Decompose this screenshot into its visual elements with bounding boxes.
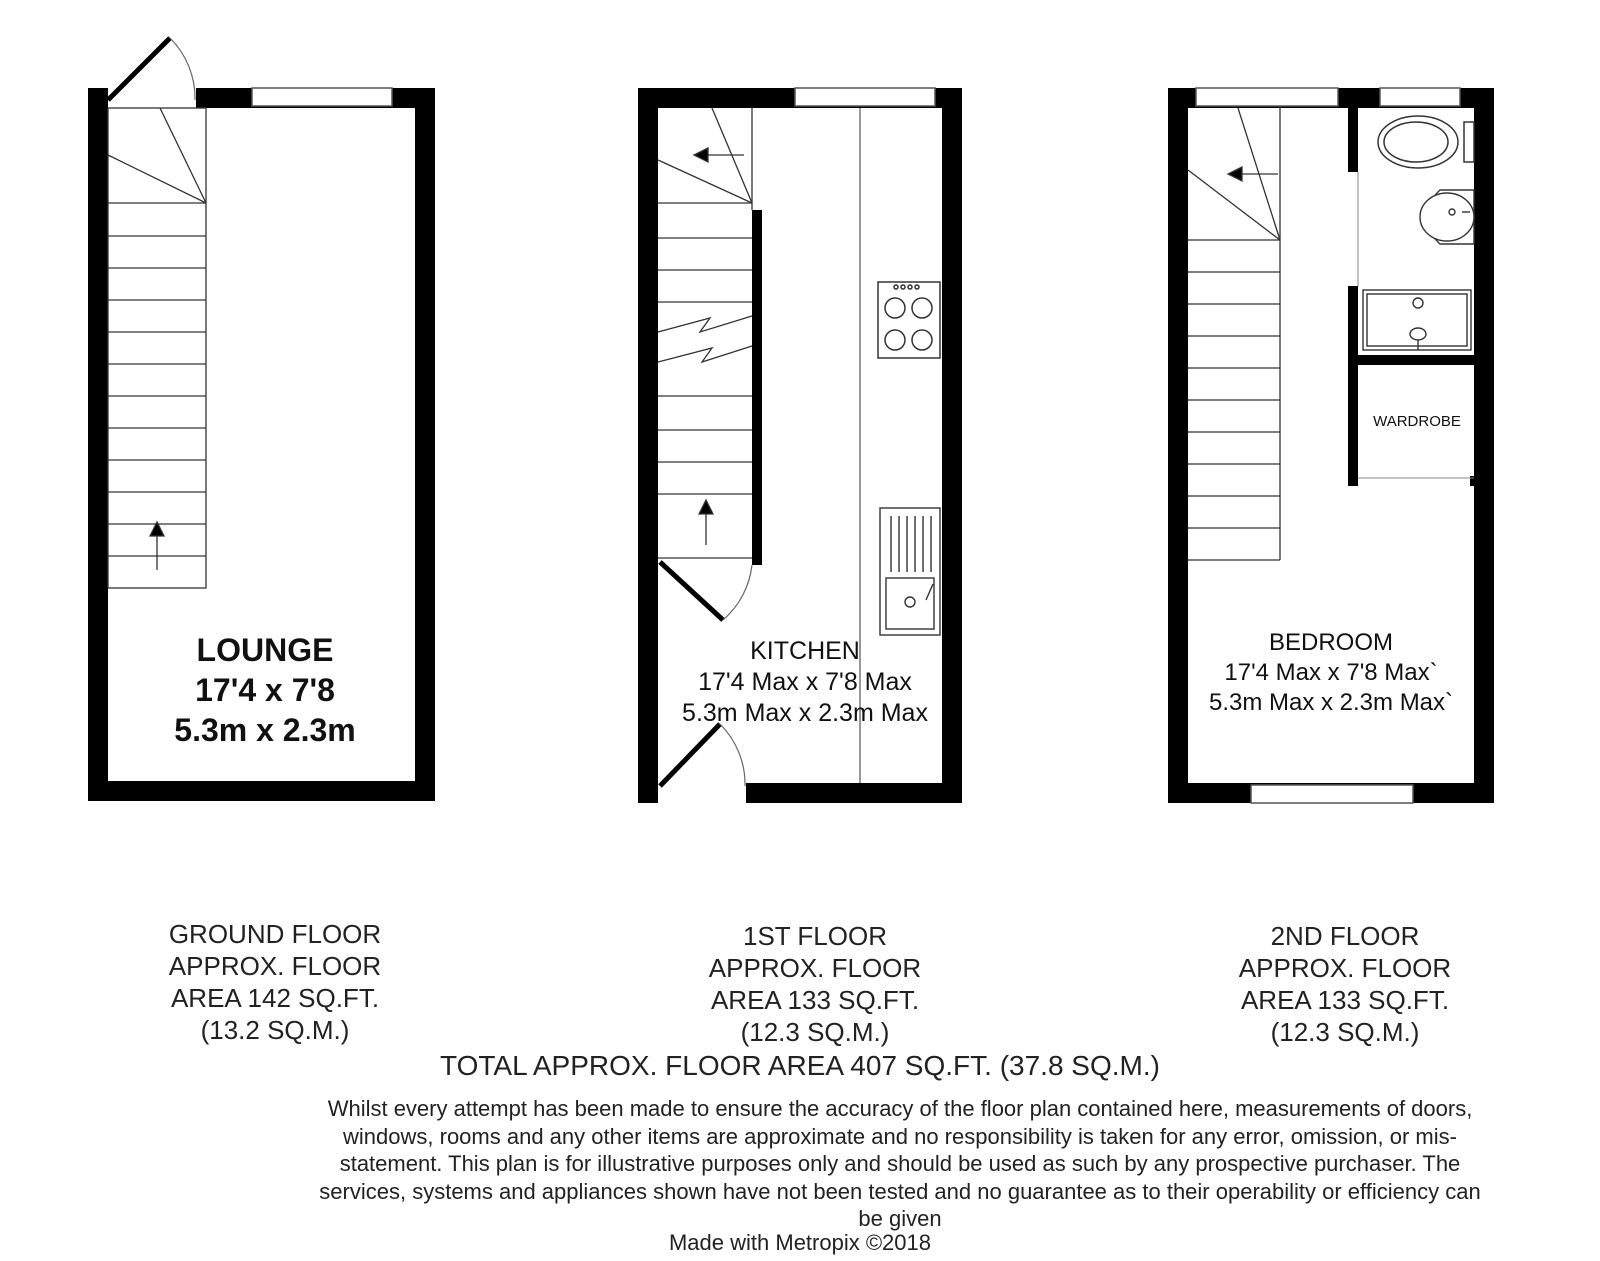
- kitchen-name: KITCHEN: [750, 637, 860, 665]
- bedroom-dim-imperial: 17'4 Max x 7'8 Max`: [1224, 659, 1438, 686]
- second-floor-window-left: [1196, 88, 1338, 106]
- metropix-credit: Made with Metropix ©2018: [668, 1230, 931, 1255]
- first-floor-stairs: [658, 108, 752, 558]
- second-floor-caption-line: (12.3 SQ.M.): [1270, 1017, 1420, 1047]
- ground-floor-stairs: [108, 108, 206, 588]
- ground-floor-window: [252, 88, 392, 106]
- bedroom-dim-metric: 5.3m Max x 2.3m Max`: [1208, 689, 1454, 716]
- first-floor-caption: [680, 920, 950, 1048]
- ground-floor-caption-line: AREA 142 SQ.FT.: [170, 983, 380, 1013]
- kitchen-dim-imperial: 17'4 Max x 7'8 Max: [698, 668, 912, 696]
- toilet-icon: [1378, 116, 1474, 168]
- second-floor-window-right: [1380, 88, 1460, 106]
- lounge-label: [140, 630, 390, 750]
- first-floor-caption-line: APPROX. FLOOR: [708, 953, 922, 983]
- second-floor-caption-line: 2ND FLOOR: [1270, 921, 1420, 951]
- basin-icon: [1420, 190, 1474, 244]
- first-floor-caption-line: AREA 133 SQ.FT.: [710, 985, 920, 1015]
- total-floor-area: TOTAL APPROX. FLOOR AREA 407 SQ.FT. (37.8 SQ.M.): [440, 1050, 1160, 1081]
- second-floor-window-bottom: [1251, 785, 1413, 803]
- bedroom-label: [1188, 628, 1474, 718]
- second-floor-stairs: [1188, 108, 1280, 560]
- kitchen-sink-icon: [880, 508, 940, 635]
- ground-floor-front-door: [108, 38, 195, 100]
- bedroom-name: BEDROOM: [1268, 629, 1393, 656]
- ground-floor-caption-line: APPROX. FLOOR: [168, 951, 382, 981]
- ground-floor-caption-line: (13.2 SQ.M.): [200, 1015, 350, 1045]
- first-floor-caption-line: 1ST FLOOR: [742, 921, 887, 951]
- lounge-dim-metric: 5.3m x 2.3m: [174, 712, 356, 748]
- second-floor-caption-line: AREA 133 SQ.FT.: [1240, 985, 1450, 1015]
- disclaimer-text: Whilst every attempt has been made to ensure the accuracy of the floor plan contained here, measurements of doors, windows, rooms and any other items are approximate and no responsibility is taken for any error, omission, or mis-statement. This plan is for illustrative purposes only and should be used as such by any prospective purchaser. The services, systems and appliances shown have not been tested and no guarantee as to their operability or efficiency can be given: [319, 1096, 1481, 1231]
- first-floor-stair-door: [660, 562, 752, 620]
- shower-tray-icon: [1363, 290, 1471, 350]
- first-floor-caption-line: (12.3 SQ.M.): [740, 1017, 890, 1047]
- first-floor-entry-door: [660, 724, 745, 786]
- kitchen-label: [660, 636, 950, 729]
- wardrobe-label: WARDROBE: [1373, 413, 1461, 430]
- lounge-dim-imperial: 17'4 x 7'8: [195, 672, 335, 708]
- lounge-name: LOUNGE: [196, 632, 334, 668]
- hob-icon: [878, 282, 940, 358]
- second-floor-caption: [1210, 920, 1480, 1048]
- first-floor-window: [795, 88, 935, 106]
- second-floor-caption-line: APPROX. FLOOR: [1238, 953, 1452, 983]
- ground-floor-caption-line: GROUND FLOOR: [168, 919, 382, 949]
- ground-floor-caption: [140, 918, 410, 1046]
- kitchen-dim-metric: 5.3m Max x 2.3m Max: [682, 699, 928, 727]
